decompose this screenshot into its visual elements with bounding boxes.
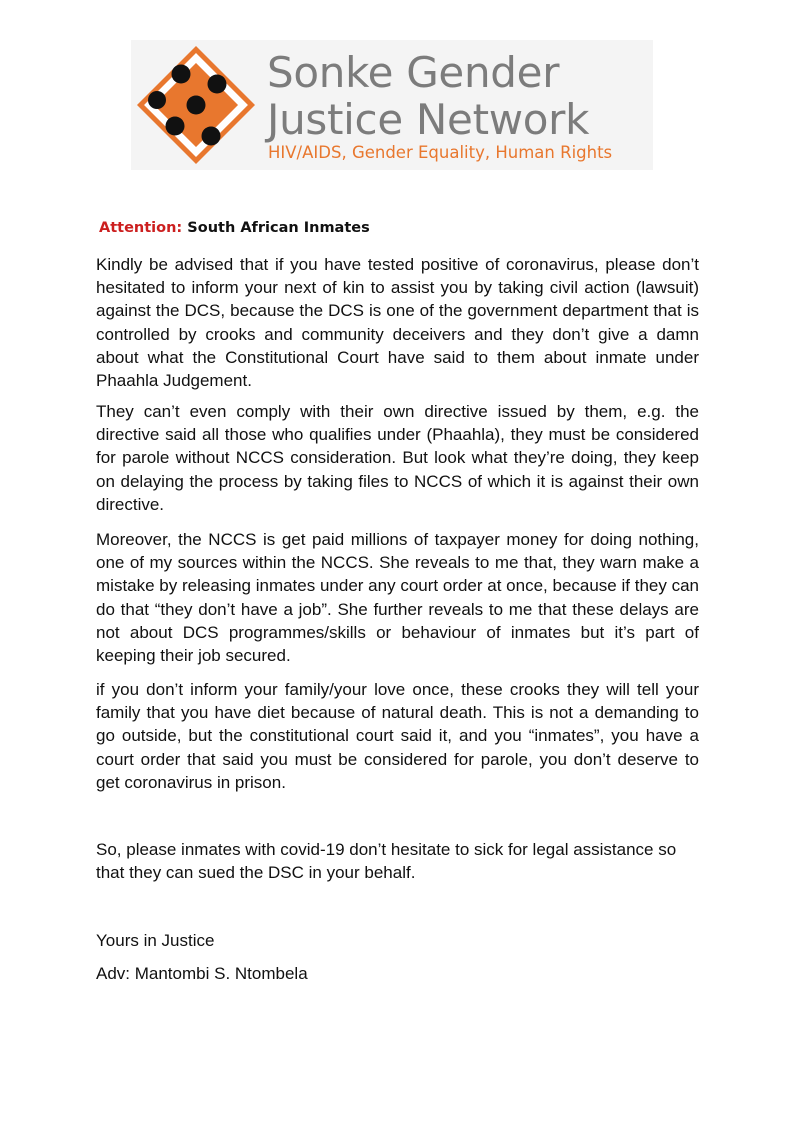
org-tagline: HIV/AIDS, Gender Equality, Human Rights — [268, 143, 613, 162]
paragraph-3: Moreover, the NCCS is get paid millions of taxpayer money for doing nothing, one of my sources within the NCCS. She reveals to me that, they warn make a mistake by releasing inmates under any court order at once, because if they can do that “they don’t have a job”. She further reveals to me that these delays are not about DCS programmes/skills or behaviour of inmates but it’s part of keeping their job secured. — [96, 530, 699, 666]
paragraph-2: They can’t even comply with their own directive issued by them, e.g. the directive said all those who qualifies under (Phaahla), they must be considered for parole without NCCS consideration. But look what they’re doing, they keep on delaying the process by taking files to NCCS of which it is against their own directive. — [96, 402, 699, 514]
paragraph-1: Kindly be advised that if you have tested positive of coronavirus, please don’t hesitated to inform your next of kin to assist you by taking civil action (lawsuit) against the DCS, because the DCS is one of the government department that is controlled by crooks and community deceivers and they don’t give a damn about what the Constitutional Court have said to them about inmate under Phaahla Judgement. — [96, 255, 699, 391]
letterhead — [131, 40, 653, 170]
attention-subject: South African Inmates — [187, 220, 370, 236]
attention-label: Attention: — [99, 220, 183, 236]
signatory-name: Adv: Mantombi S. Ntombela — [96, 964, 308, 983]
org-name-line1: Sonke Gender — [267, 48, 560, 97]
attention-line — [99, 219, 370, 237]
closing-salutation: Yours in Justice — [96, 931, 215, 950]
sonke-logo-icon — [135, 44, 257, 166]
org-name-line2: Justice Network — [267, 95, 590, 144]
paragraph-5: So, please inmates with covid-19 don’t hesitate to sick for legal assistance so that they can sued the DSC in your behalf. — [96, 840, 677, 883]
paragraph-4: if you don’t inform your family/your love once, these crooks they will tell your family that you have diet because of natural death. This is not a demanding to go outside, but the constitutional court said it, and you “inmates”, you have a court order that said you must be considered for parole, you don’t deserve to get coronavirus in prison. — [96, 680, 699, 792]
